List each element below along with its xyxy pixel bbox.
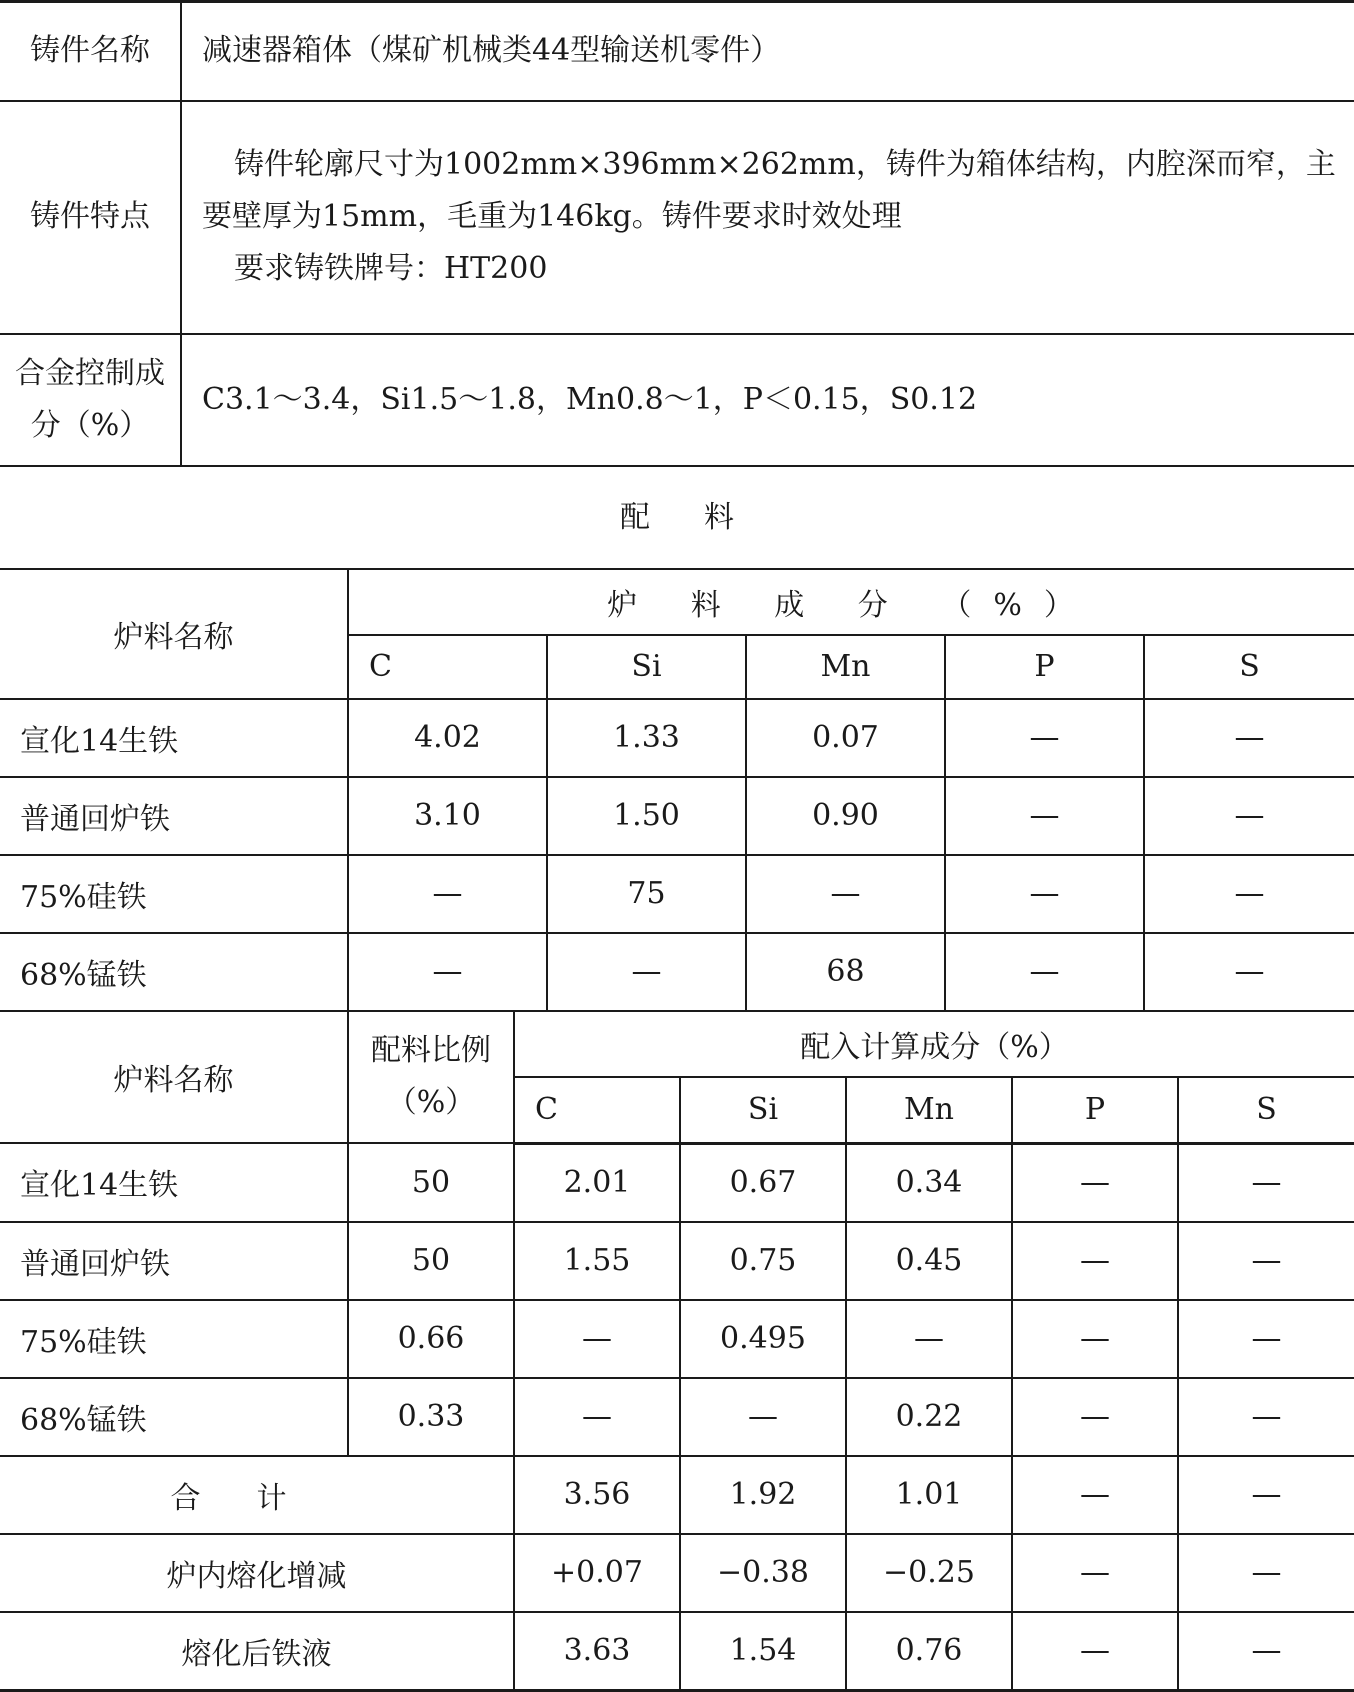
mix-value-cell: — [1178,1222,1354,1300]
casting-name-row [0,2,1354,101]
casting-features-label: 铸件特点 [0,101,181,334]
mix-row [0,1143,1354,1222]
mix-computed-header: 配入计算成分（%） [514,1012,1354,1077]
casting-features-text: 铸件轮廓尺寸为1002mm×396mm×262mm，铸件为箱体结构，内腔深而窄，主要壁厚为15mm，毛重为146kg。铸件要求时效处理 [202,147,1336,234]
summary-value-cell: +0.07 [514,1534,680,1612]
mix-value-cell: 1.55 [514,1222,680,1300]
composition-value-cell: 75 [547,855,746,933]
composition-value-cell: — [746,855,945,933]
mix-ratio-cell: 50 [348,1222,514,1300]
summary-value-cell: — [1178,1612,1354,1691]
mix-body [0,1143,1354,1690]
mix-value-cell: — [680,1378,846,1456]
charge-name-cell: 75%硅铁 [0,855,348,933]
summary-value-cell: — [1012,1456,1178,1534]
composition-row [0,933,1354,1011]
summary-value-cell: 1.54 [680,1612,846,1691]
charge-name-cell: 宣化14生铁 [0,699,348,777]
composition-value-cell: — [945,777,1144,855]
mix-value-cell: — [514,1300,680,1378]
mix-ratio-cell: 50 [348,1143,514,1222]
charge-name-cell: 68%锰铁 [0,933,348,1011]
summary-row [0,1534,1354,1612]
mix-charge-name-header: 炉料名称 [0,1012,348,1144]
mix-ratio-cell: 0.33 [348,1378,514,1456]
alloy-control-label: 合金控制成分（%） [0,334,181,466]
composition-value-cell: — [945,933,1144,1011]
mix-value-cell: 2.01 [514,1143,680,1222]
composition-value-cell: — [945,699,1144,777]
mix-row [0,1300,1354,1378]
alloy-control-row [0,334,1354,466]
summary-value-cell: 1.92 [680,1456,846,1534]
mix-value-cell: — [1178,1300,1354,1378]
mix-value-cell: 0.67 [680,1143,846,1222]
composition-value-cell: — [1144,933,1354,1011]
summary-value-cell: 0.76 [846,1612,1012,1691]
summary-label-cell: 熔化后铁液 [0,1612,514,1691]
composition-value-cell: — [945,855,1144,933]
alloy-control-value: C3.1～3.4，Si1.5～1.8，Mn0.8～1，P＜0.15，S0.12 [181,334,1354,466]
mix-value-cell: 0.22 [846,1378,1012,1456]
summary-label-cell: 合计 [0,1456,514,1534]
composition-value-cell: — [348,933,547,1011]
mix-row [0,1378,1354,1456]
composition-value-cell: 1.50 [547,777,746,855]
mix-value-cell: — [514,1378,680,1456]
summary-value-cell: 3.63 [514,1612,680,1691]
composition-col-header-c: C [348,635,547,699]
mix-col-header-p: P [1012,1077,1178,1144]
charge-composition-table [0,568,1354,1012]
composition-row [0,699,1354,777]
summary-row [0,1612,1354,1691]
summary-row [0,1456,1354,1534]
mix-value-cell: — [1012,1300,1178,1378]
composition-value-cell: 3.10 [348,777,547,855]
mix-col-header-s: S [1178,1077,1354,1144]
summary-value-cell: −0.25 [846,1534,1012,1612]
casting-name-value: 减速器箱体（煤矿机械类44型输送机零件） [181,2,1354,101]
composition-value-cell: 0.07 [746,699,945,777]
summary-value-cell: — [1012,1534,1178,1612]
mix-value-cell: — [1012,1378,1178,1456]
mix-calculation-table [0,1012,1354,1692]
charge-composition-header: 炉 料 成 分 （%） [348,569,1354,635]
charge-name-cell: 普通回炉铁 [0,777,348,855]
composition-value-cell: — [1144,855,1354,933]
mix-charge-name-cell: 68%锰铁 [0,1378,348,1456]
mix-charge-name-cell: 75%硅铁 [0,1300,348,1378]
mix-value-cell: 0.75 [680,1222,846,1300]
mix-header-row [0,1012,1354,1077]
composition-value-cell: — [547,933,746,1011]
mix-ratio-cell: 0.66 [348,1300,514,1378]
mix-ratio-header-line1: 配料比例 [371,1032,491,1068]
summary-value-cell: 1.01 [846,1456,1012,1534]
summary-label-cell: 炉内熔化增减 [0,1534,514,1612]
mix-ratio-header-line2: （%） [386,1084,476,1120]
composition-col-header-s: S [1144,635,1354,699]
mix-col-header-mn: Mn [846,1077,1012,1144]
composition-value-cell: 1.33 [547,699,746,777]
mix-charge-name-cell: 宣化14生铁 [0,1143,348,1222]
summary-value-cell: −0.38 [680,1534,846,1612]
composition-col-header-si: Si [547,635,746,699]
mix-col-header-si: Si [680,1077,846,1144]
composition-value-cell: — [1144,699,1354,777]
composition-value-cell: — [1144,777,1354,855]
summary-value-cell: 3.56 [514,1456,680,1534]
mix-value-cell: — [1012,1222,1178,1300]
composition-value-cell: 68 [746,933,945,1011]
section-title: 配料 [620,499,788,535]
casting-features-cell [181,101,1354,334]
summary-value-cell: — [1178,1534,1354,1612]
composition-col-header-p: P [945,635,1144,699]
mix-row [0,1222,1354,1300]
composition-header-row [0,569,1354,635]
composition-row [0,855,1354,933]
mix-col-header-c: C [514,1077,680,1144]
summary-value-cell: — [1178,1456,1354,1534]
composition-value-cell: 0.90 [746,777,945,855]
casting-features-row [0,101,1354,334]
mix-value-cell: — [1178,1143,1354,1222]
mix-charge-name-cell: 普通回炉铁 [0,1222,348,1300]
composition-row [0,777,1354,855]
composition-value-cell: 4.02 [348,699,547,777]
mix-value-cell: — [846,1300,1012,1378]
casting-info-table [0,0,1354,467]
mix-value-cell: 0.495 [680,1300,846,1378]
composition-body [0,699,1354,1011]
iron-grade-text: 要求铸铁牌号：HT200 [234,251,548,286]
mix-value-cell: 0.45 [846,1222,1012,1300]
composition-col-header-mn: Mn [746,635,945,699]
mix-value-cell: — [1012,1143,1178,1222]
summary-value-cell: — [1012,1612,1178,1691]
mix-value-cell: — [1178,1378,1354,1456]
charge-name-header: 炉料名称 [0,569,348,699]
mix-value-cell: 0.34 [846,1143,1012,1222]
composition-value-cell: — [348,855,547,933]
mix-ratio-header [348,1012,514,1144]
casting-name-label: 铸件名称 [0,2,181,101]
